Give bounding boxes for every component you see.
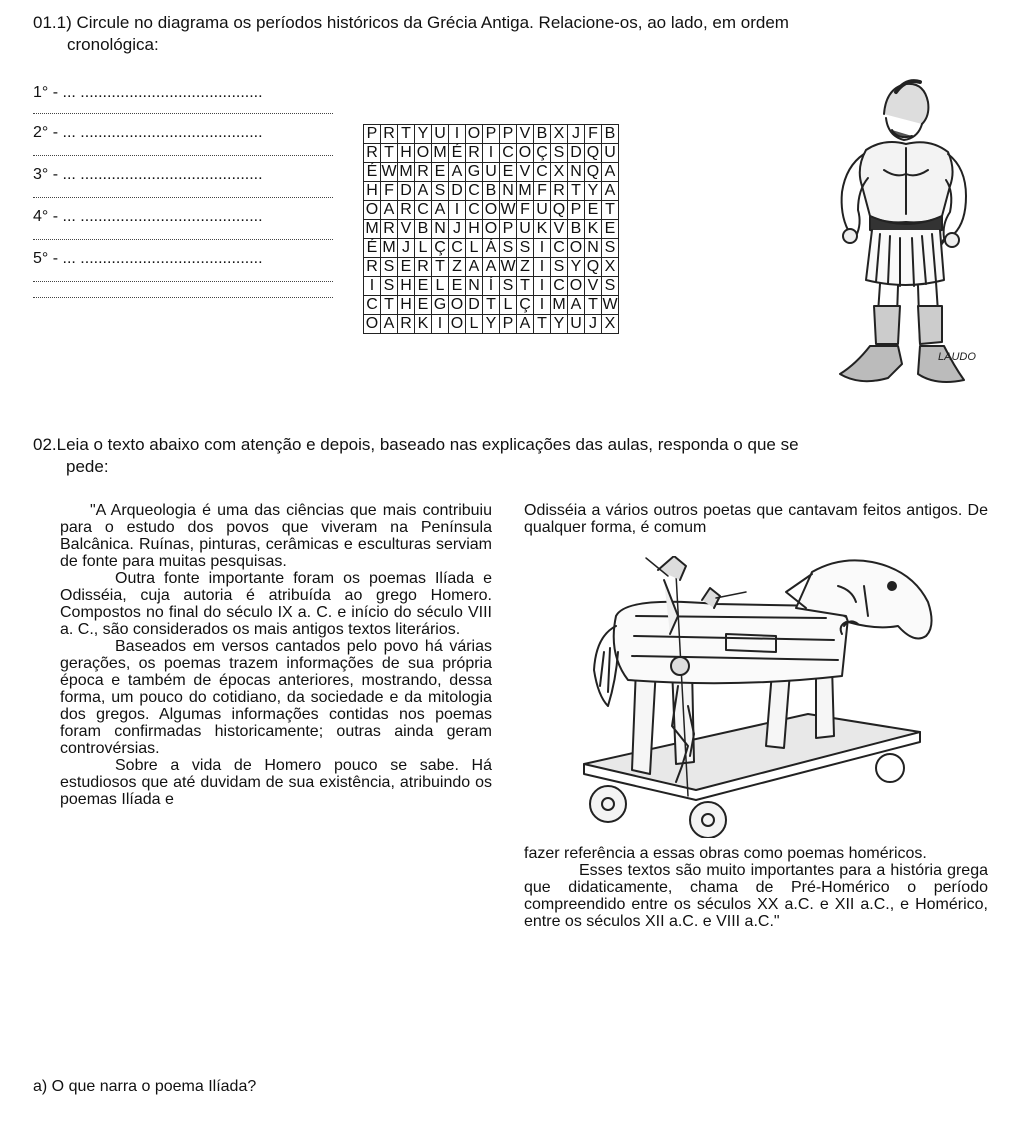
grid-cell[interactable]: C: [364, 296, 381, 315]
grid-cell[interactable]: R: [415, 163, 432, 182]
grid-cell[interactable]: A: [381, 201, 398, 220]
grid-cell[interactable]: H: [398, 296, 415, 315]
grid-cell[interactable]: F: [381, 182, 398, 201]
grid-cell[interactable]: Y: [585, 182, 602, 201]
grid-cell[interactable]: H: [398, 277, 415, 296]
grid-cell[interactable]: E: [415, 277, 432, 296]
grid-cell[interactable]: A: [483, 258, 500, 277]
grid-cell[interactable]: O: [466, 125, 483, 144]
grid-cell[interactable]: N: [466, 277, 483, 296]
grid-cell[interactable]: Q: [585, 258, 602, 277]
grid-row: [364, 144, 619, 163]
grid-cell[interactable]: F: [534, 182, 551, 201]
grid-cell[interactable]: X: [551, 125, 568, 144]
question-a: a) O que narra o poema Ilíada?: [33, 1078, 257, 1095]
grid-cell[interactable]: E: [585, 201, 602, 220]
grid-row: [364, 125, 619, 144]
grid-cell[interactable]: T: [432, 258, 449, 277]
grid-row: [364, 258, 619, 277]
grid-cell[interactable]: E: [432, 163, 449, 182]
grid-cell[interactable]: J: [585, 315, 602, 334]
grid-cell[interactable]: Ç: [517, 296, 534, 315]
grid-cell[interactable]: N: [500, 182, 517, 201]
grid-row: [364, 163, 619, 182]
grid-cell[interactable]: W: [500, 258, 516, 275]
dotted-divider: [33, 155, 333, 156]
grid-cell[interactable]: Z: [449, 258, 466, 277]
answer-line-5[interactable]: 5° - ... .........................................: [33, 250, 263, 267]
grid-cell[interactable]: H: [364, 182, 381, 201]
answer-line-2[interactable]: 2° - ... .........................................: [33, 124, 263, 141]
paragraph-5: fazer referência a essas obras como poemas homéricos.: [524, 845, 927, 862]
question-2-line2: pede:: [66, 457, 109, 476]
grid-cell[interactable]: I: [449, 201, 466, 220]
grid-cell[interactable]: S: [551, 258, 568, 277]
grid-cell[interactable]: T: [602, 201, 619, 220]
grid-cell[interactable]: M: [552, 296, 566, 313]
grid-cell[interactable]: F: [585, 125, 602, 144]
grid-cell[interactable]: Ç: [534, 144, 551, 163]
grid-cell[interactable]: C: [551, 239, 568, 258]
grid-cell[interactable]: P: [364, 125, 381, 144]
grid-cell[interactable]: U: [534, 201, 551, 220]
grid-cell[interactable]: S: [602, 239, 619, 258]
grid-cell[interactable]: V: [517, 163, 534, 182]
grid-cell[interactable]: D: [568, 144, 585, 163]
text-column-left: [60, 502, 492, 808]
grid-cell[interactable]: S: [602, 277, 619, 296]
paragraph-6: Esses textos são muito importantes para a história grega que didaticamente, chama de Pré-Homérico o período compreendido entre os séculos XX a.C. e XII a.C., e Homérico, entre os séculos XII a.C. e VIII a.C.": [524, 862, 988, 930]
grid-cell[interactable]: O: [517, 144, 534, 163]
grid-cell[interactable]: V: [517, 125, 534, 144]
grid-cell[interactable]: J: [449, 220, 466, 239]
grid-cell[interactable]: A: [449, 163, 466, 182]
grid-cell[interactable]: A: [415, 182, 432, 201]
grid-cell[interactable]: B: [415, 220, 432, 239]
grid-cell[interactable]: D: [466, 296, 483, 315]
grid-row: [364, 296, 619, 315]
grid-cell[interactable]: T: [381, 144, 398, 163]
grid-cell[interactable]: J: [568, 125, 585, 144]
grid-cell[interactable]: É: [364, 163, 381, 182]
dotted-divider: [33, 197, 333, 198]
grid-cell[interactable]: I: [534, 277, 551, 296]
grid-cell[interactable]: C: [449, 239, 466, 258]
grid-cell[interactable]: N: [585, 239, 602, 258]
grid-cell[interactable]: U: [568, 315, 585, 334]
grid-cell[interactable]: O: [568, 239, 585, 258]
grid-cell[interactable]: I: [432, 315, 449, 334]
grid-cell[interactable]: C: [466, 182, 483, 201]
grid-cell[interactable]: A: [602, 182, 619, 201]
grid-cell[interactable]: X: [602, 315, 619, 334]
question-2-line1: 02.Leia o texto abaixo com atenção e depois, baseado nas explicações das aulas, responda o que se: [33, 435, 799, 454]
grid-cell[interactable]: P: [568, 201, 585, 220]
grid-cell[interactable]: V: [398, 220, 415, 239]
grid-cell[interactable]: O: [483, 220, 500, 239]
question-1-line2: cronológica:: [67, 35, 159, 54]
grid-cell[interactable]: O: [364, 315, 381, 334]
grid-cell[interactable]: P: [500, 220, 517, 239]
grid-row: [364, 277, 619, 296]
grid-cell[interactable]: G: [466, 163, 483, 182]
grid-cell[interactable]: C: [415, 201, 432, 220]
grid-cell[interactable]: P: [483, 125, 500, 144]
grid-cell[interactable]: O: [449, 315, 466, 334]
grid-cell[interactable]: Z: [517, 258, 534, 277]
grid-cell[interactable]: T: [534, 315, 551, 334]
grid-cell[interactable]: N: [432, 220, 449, 239]
grid-cell[interactable]: S: [500, 277, 517, 296]
grid-cell[interactable]: M: [382, 239, 396, 256]
grid-cell[interactable]: Ç: [432, 239, 449, 258]
grid-cell[interactable]: K: [415, 315, 432, 334]
grid-cell[interactable]: U: [517, 220, 534, 239]
grid-cell[interactable]: I: [534, 258, 551, 277]
grid-cell[interactable]: L: [466, 315, 483, 334]
grid-cell[interactable]: X: [551, 163, 568, 182]
answer-line-1[interactable]: 1° - ... .........................................: [33, 84, 263, 101]
paragraph-continued: Odisséia a vários outros poetas que cantavam feitos antigos. De qualquer forma, é comum: [524, 502, 988, 536]
grid-cell[interactable]: O: [449, 296, 466, 315]
grid-cell[interactable]: Q: [585, 144, 602, 163]
grid-cell[interactable]: J: [398, 239, 415, 258]
grid-cell[interactable]: H: [398, 144, 415, 163]
grid-cell[interactable]: K: [534, 220, 551, 239]
grid-row: [364, 239, 619, 258]
artist-signature: LAUDO: [938, 351, 976, 363]
grid-cell[interactable]: L: [466, 239, 483, 258]
grid-cell[interactable]: I: [449, 125, 466, 144]
grid-cell[interactable]: A: [381, 315, 398, 334]
grid-cell[interactable]: I: [534, 296, 551, 315]
grid-cell[interactable]: R: [381, 125, 398, 144]
grid-cell[interactable]: Y: [551, 315, 568, 334]
grid-cell[interactable]: G: [432, 296, 449, 315]
grid-row: [364, 220, 619, 239]
grid-cell[interactable]: S: [381, 258, 398, 277]
grid-cell[interactable]: C: [534, 163, 551, 182]
grid-cell[interactable]: B: [534, 125, 551, 144]
grid-cell[interactable]: V: [551, 220, 568, 239]
grid-cell[interactable]: C: [500, 144, 517, 163]
grid-cell[interactable]: S: [500, 239, 517, 258]
grid-cell[interactable]: C: [551, 277, 568, 296]
grid-cell[interactable]: O: [364, 201, 381, 220]
grid-cell[interactable]: S: [432, 182, 449, 201]
grid-cell[interactable]: N: [568, 163, 585, 182]
dotted-divider: [33, 113, 333, 114]
grid-cell[interactable]: Í: [483, 277, 500, 296]
grid-cell[interactable]: R: [398, 315, 415, 334]
grid-cell[interactable]: M: [518, 182, 532, 199]
grid-cell[interactable]: E: [500, 163, 517, 182]
grid-cell[interactable]: O: [415, 144, 432, 163]
grid-cell[interactable]: M: [433, 144, 447, 161]
grid-cell[interactable]: D: [398, 182, 415, 201]
grid-cell[interactable]: B: [602, 125, 619, 144]
grid-cell[interactable]: B: [568, 220, 585, 239]
word-search-grid[interactable]: [363, 124, 619, 334]
grid-cell[interactable]: S: [517, 239, 534, 258]
grid-cell[interactable]: Q: [551, 201, 568, 220]
grid-cell[interactable]: V: [585, 277, 602, 296]
dotted-divider: [33, 281, 333, 282]
grid-cell[interactable]: A: [466, 258, 483, 277]
grid-cell[interactable]: T: [568, 182, 585, 201]
grid-cell[interactable]: D: [449, 182, 466, 201]
grid-cell[interactable]: R: [381, 220, 398, 239]
grid-cell[interactable]: L: [500, 296, 517, 315]
dotted-divider: [33, 297, 333, 298]
grid-cell[interactable]: O: [483, 201, 500, 220]
grid-cell[interactable]: A: [568, 296, 585, 315]
greek-warrior-illustration: [826, 74, 982, 396]
grid-cell[interactable]: L: [415, 239, 432, 258]
grid-cell[interactable]: I: [364, 277, 381, 296]
answer-line-4[interactable]: 4° - ... .........................................: [33, 208, 263, 225]
answer-line-3[interactable]: 3° - ... .........................................: [33, 166, 263, 183]
grid-cell[interactable]: U: [432, 125, 449, 144]
grid-cell[interactable]: P: [500, 125, 517, 144]
grid-cell[interactable]: X: [602, 258, 619, 277]
paragraph-1: "A Arqueologia é uma das ciências que mais contribuiu para o estudo dos povos que viveram na Península Balcânica. Ruínas, pinturas, cerâmicas e esculturas serviam de fonte para muitas pesquisas.: [60, 502, 492, 570]
dotted-divider: [33, 239, 333, 240]
grid-cell[interactable]: R: [466, 144, 483, 163]
grid-cell[interactable]: Á: [483, 239, 500, 258]
grid-row: [364, 201, 619, 220]
grid-cell[interactable]: Y: [483, 315, 500, 334]
grid-cell[interactable]: F: [517, 201, 534, 220]
trojan-horse-illustration: [576, 556, 948, 838]
grid-cell[interactable]: L: [432, 277, 449, 296]
grid-cell[interactable]: M: [399, 163, 413, 180]
grid-cell[interactable]: P: [500, 315, 517, 334]
grid-cell[interactable]: I: [534, 239, 551, 258]
grid-cell[interactable]: É: [364, 239, 381, 258]
paragraph-3: Baseados em versos cantados pelo povo há várias gerações, os poemas trazem informações de sua própria época e também de épocas anteriores, mostrando, dessa forma, um pouco do cotidiano, da sociedade e da mitologia dos gregos. Algumas informações contidas nos poemas foram confirmadas historicamente; outras ainda geram controvérsias.: [60, 638, 492, 757]
grid-cell[interactable]: U: [483, 163, 500, 182]
grid-cell[interactable]: R: [398, 201, 415, 220]
grid-cell[interactable]: W: [381, 163, 397, 180]
grid-cell[interactable]: E: [415, 296, 432, 315]
grid-cell[interactable]: Y: [415, 125, 432, 144]
grid-cell[interactable]: E: [449, 277, 466, 296]
grid-cell[interactable]: T: [483, 296, 500, 315]
grid-cell[interactable]: T: [585, 296, 602, 315]
paragraph-2: Outra fonte importante foram os poemas Ilíada e Odisséia, cuja autoria é atribuída ao grego Homero. Compostos no final do século IX a. C. e início do século VIII a. C., são considerados os mais antigos textos literários.: [60, 570, 492, 638]
grid-cell[interactable]: W: [500, 201, 516, 218]
grid-cell[interactable]: W: [602, 296, 618, 313]
grid-cell[interactable]: A: [602, 163, 619, 182]
grid-row: [364, 182, 619, 201]
grid-cell[interactable]: R: [364, 258, 381, 277]
grid-cell[interactable]: S: [381, 277, 398, 296]
grid-cell[interactable]: Y: [568, 258, 585, 277]
grid-cell[interactable]: R: [551, 182, 568, 201]
grid-cell[interactable]: A: [517, 315, 534, 334]
grid-cell[interactable]: C: [466, 201, 483, 220]
grid-row: [364, 315, 619, 334]
grid-cell[interactable]: Q: [585, 163, 602, 182]
grid-cell[interactable]: M: [365, 220, 379, 237]
grid-cell[interactable]: T: [517, 277, 534, 296]
grid-cell[interactable]: K: [585, 220, 602, 239]
grid-cell[interactable]: É: [449, 144, 466, 163]
grid-cell[interactable]: H: [466, 220, 483, 239]
question-2-prompt: [33, 434, 1023, 478]
grid-cell[interactable]: R: [364, 144, 381, 163]
grid-cell[interactable]: I: [483, 144, 500, 163]
grid-cell[interactable]: T: [381, 296, 398, 315]
grid-cell[interactable]: E: [398, 258, 415, 277]
paragraph-4: Sobre a vida de Homero pouco se sabe. Há estudiosos que até duvidam de sua existência, atribuindo os poemas Ilíada e: [60, 757, 492, 808]
grid-cell[interactable]: T: [398, 125, 415, 144]
grid-cell[interactable]: O: [568, 277, 585, 296]
grid-cell[interactable]: U: [602, 144, 619, 163]
grid-cell[interactable]: B: [483, 182, 500, 201]
question-1-line1: 01.1) Circule no diagrama os períodos históricos da Grécia Antiga. Relacione-os, ao lado, em ordem: [33, 13, 789, 32]
grid-cell[interactable]: A: [432, 201, 449, 220]
text-column-right-bottom: [524, 845, 988, 930]
question-1-prompt: [33, 12, 1023, 56]
grid-cell[interactable]: R: [415, 258, 432, 277]
grid-cell[interactable]: E: [602, 220, 619, 239]
grid-cell[interactable]: S: [551, 144, 568, 163]
text-column-right-top: [524, 502, 988, 536]
